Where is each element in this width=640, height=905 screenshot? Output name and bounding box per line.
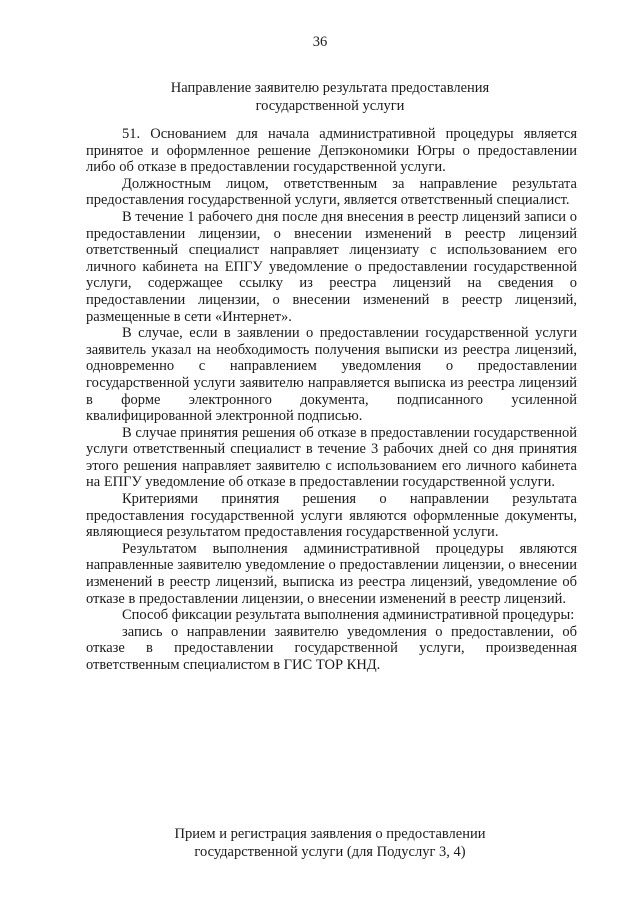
section-heading	[80, 79, 580, 115]
paragraph-record: запись о направлении заявителю уведомления о предоставлении, об отказе в предоставлении государственной услуги, произведенная ответственным специалистом в ГИС ТОР КНД.	[86, 623, 577, 673]
section-heading-line-2: государственной услуги	[255, 98, 405, 114]
paragraph-criteria: Критериями принятия решения о направлении результата предоставления государственной услуги являются оформленные документы, являющиеся результатом предоставления государственной услуги.	[86, 491, 577, 541]
next-section-heading	[80, 825, 580, 861]
paragraph-responsible-person: Должностным лицом, ответственным за направление результата предоставления государственной услуги, является ответственный специалист.	[86, 175, 577, 209]
section-heading-line-1: Направление заявителю результата предоставления	[170, 80, 490, 96]
paragraph-refusal: В случае принятия решения об отказе в предоставлении государственной услуги ответственный специалист в течение 3 рабочих дней со дня принятия этого решения направляет заявителю с использованием его личного кабинета на ЕПГУ уведомление об отказе в предоставлении государственной услуги.	[86, 424, 577, 491]
page-number: 36	[312, 34, 328, 50]
paragraph-notification-deadline: В течение 1 рабочего дня после дня внесения в реестр лицензий записи о предоставлении лицензии, о внесении изменений в реестр лицензий ответственный специалист направляет лицензиату с использованием его личного кабинета на ЕПГУ уведомление о предоставлении государственной услуги, содержащее ссылку из реестра лицензий на сведения о предоставлении лицензии, о внесении изменений в реестр лицензий, размещенные в сети «Интернет».	[86, 208, 577, 325]
paragraph-registry-extract: В случае, если в заявлении о предоставлении государственной услуги заявитель указал на необходимость получения выписки из реестра лицензий, одновременно с направлением уведомления о предоставлении государственной услуги заявителю направляется выписка из реестра лицензий в форме электронного документа, подписанного усиленной квалифицированной электронной подписью.	[86, 325, 577, 425]
next-section-heading-line-1: Прием и регистрация заявления о предоставлении	[174, 826, 486, 842]
body-text	[86, 126, 577, 674]
paragraph-fixation-method: Способ фиксации результата выполнения административной процедуры:	[122, 607, 575, 624]
paragraph-result: Результатом выполнения административной процедуры являются направленные заявителю уведомление о предоставлении лицензии, о внесении изменений в реестр лицензий, выписка из реестра лицензий, уведомление об отказе в предоставлении лицензии, о внесении изменений в реестр лицензий.	[86, 540, 577, 607]
paragraph-51: 51. Основанием для начала административной процедуры является принятое и оформленное решение Депэкономики Югры о предоставлении либо об отказе в предоставлении государственной услуги.	[86, 126, 577, 176]
next-section-heading-line-2: государственной услуги (для Подуслуг 3, 4)	[194, 844, 466, 860]
